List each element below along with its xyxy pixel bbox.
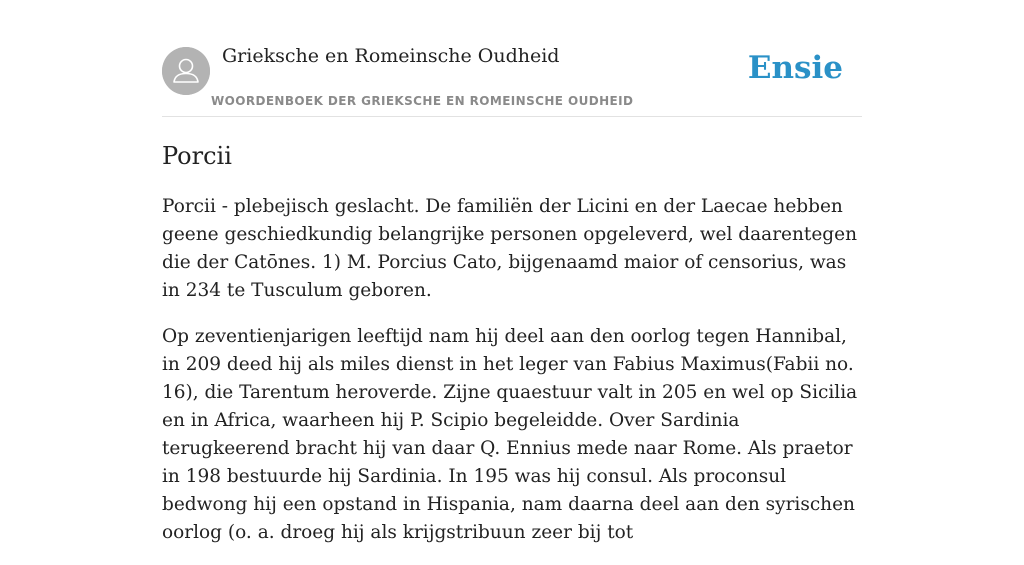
entry-paragraph: Op zeventienjarigen leeftijd nam hij deel aan den oorlog tegen Hannibal, in 209 deed hij als miles dienst in het leger van Fabius Maximus(Fabii no. 16), die Tarentum heroverde. Zijne quaestuur valt in 205 en wel op Sicilia en in Africa, waarheen hij P. Scipio begeleidde. Over Sardinia terugkeerend bracht hij van daar Q. Ennius mede naar Rome. Als praetor in 198 bestuurde hij Sardinia. In 195 was hij consul. Als proconsul bedwong hij een opstand in Hispania, nam daarna deel aan den syrischen oorlog (o. a. droeg hij als krijgstribuun zeer bij tot [162, 326, 858, 543]
entry-title: Porcii [162, 142, 232, 170]
book-header [162, 0, 862, 117]
book-title-link[interactable]: Grieksche en Romeinsche Oudheid [222, 45, 560, 67]
user-icon[interactable] [162, 47, 210, 95]
book-subtitle: WOORDENBOEK DER GRIEKSCHE EN ROMEINSCHE OUDHEID [211, 94, 634, 108]
content-container [162, 0, 862, 565]
brand-logo[interactable]: Ensie [747, 50, 843, 86]
entry-paragraph: Porcii - plebejisch geslacht. De familiën der Licini en der Laecae hebben geene geschiedkundig belangrijke personen opgeleverd, wel daarentegen die der Catōnes. 1) M. Porcius Cato, bijgenaamd maior of censorius, was in 234 te Tusculum geboren. [162, 196, 857, 301]
entry-body [162, 193, 862, 547]
